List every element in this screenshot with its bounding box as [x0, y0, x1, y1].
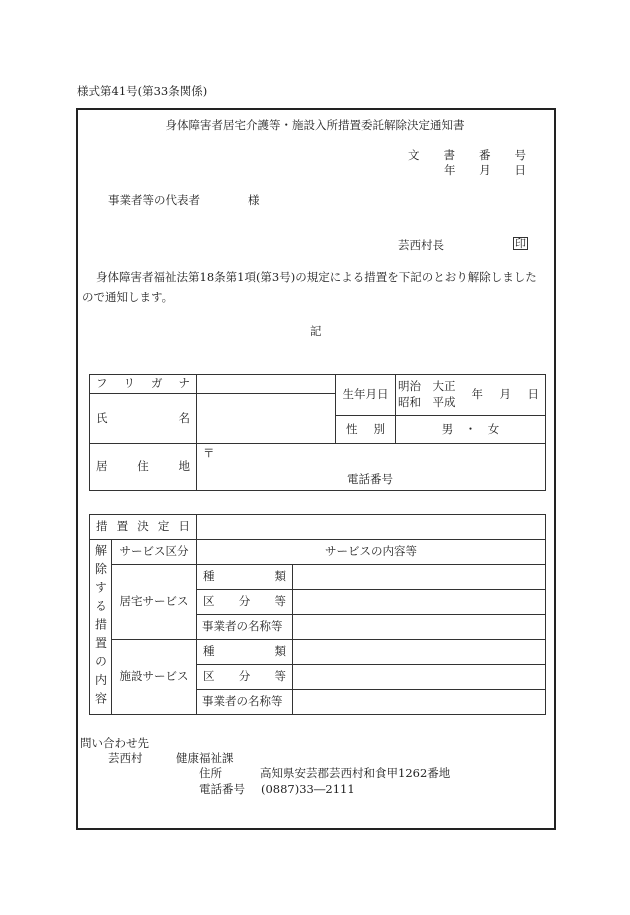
furigana-label: フ リ ガ ナ: [90, 375, 197, 394]
home-division-label: 区 分 等: [197, 590, 293, 615]
doc-number-char: 号: [514, 148, 526, 162]
contact-department: 健康福祉課: [176, 751, 234, 765]
document-title: 身体障害者居宅介護等・施設入所措置委託解除決定通知書: [165, 118, 465, 132]
era-options-1: 明治 大正: [398, 379, 456, 394]
era-options-2: 昭和 平成: [398, 395, 456, 409]
recipient: 事業者等の代表者: [108, 193, 200, 207]
birth-year: 年: [471, 387, 483, 402]
furigana-field[interactable]: [197, 375, 336, 394]
date-year: 年: [444, 163, 456, 177]
contact-address-label: 住所: [199, 766, 222, 780]
home-kind-field[interactable]: [293, 565, 546, 590]
issuer: 芸西村長: [398, 238, 444, 252]
birthdate-label: 生年月日: [336, 375, 396, 416]
address-field[interactable]: [197, 444, 546, 491]
form-number: 様式第41号(第33条関係): [77, 84, 208, 98]
birth-day: 日: [527, 387, 539, 402]
doc-number-char: 文: [408, 148, 420, 162]
contact-village: 芸西村: [108, 751, 143, 765]
contact-phone-label: 電話番号: [199, 782, 245, 796]
contact-address: 高知県安芸郡芸西村和食甲1262番地: [260, 766, 451, 780]
sex-options[interactable]: 男 ・ 女: [396, 416, 546, 444]
ki-heading: 記: [310, 324, 322, 338]
doc-number-char: 番: [479, 148, 491, 162]
phone-label: 電話番号: [347, 472, 393, 486]
side-label: 解除する措置の内容: [93, 543, 108, 711]
side-label-cell: [90, 540, 112, 715]
home-kind-label: 種 類: [197, 565, 293, 590]
contact-heading: 問い合わせ先: [80, 736, 149, 750]
date-day: 日: [514, 163, 526, 177]
body-text-line1: 身体障害者福祉法第18条第1項(第3号)の規定による措置を下記のとおり解除しました: [96, 270, 537, 284]
doc-number-char: 書: [443, 148, 455, 162]
measures-table: [89, 514, 546, 715]
facility-provider-field[interactable]: [293, 690, 546, 715]
birthdate-field[interactable]: [396, 375, 546, 416]
home-provider-label: 事業者の名称等: [197, 615, 293, 640]
address-label: 居 住 地: [90, 444, 197, 491]
name-field[interactable]: [197, 394, 336, 444]
name-label: 氏 名: [90, 394, 197, 444]
facility-provider-label: 事業者の名称等: [197, 690, 293, 715]
home-provider-field[interactable]: [293, 615, 546, 640]
honorific: 様: [248, 193, 260, 207]
home-division-field[interactable]: [293, 590, 546, 615]
personal-info-table: [89, 374, 546, 491]
date-month: 月: [479, 163, 491, 177]
postal-mark: 〒: [203, 446, 215, 460]
issue-date: [444, 165, 526, 177]
seal-mark: 印: [515, 237, 526, 250]
facility-division-label: 区 分 等: [197, 665, 293, 690]
body-text-line2: ので通知します。: [82, 290, 174, 304]
facility-kind-field[interactable]: [293, 640, 546, 665]
decision-date-field[interactable]: [197, 515, 546, 540]
home-service-label: 居宅サービス: [112, 565, 197, 640]
birth-month: 月: [499, 387, 511, 402]
service-category-header: サービス区分: [112, 540, 197, 565]
sex-label: 性 別: [336, 416, 396, 444]
facility-service-label: 施設サービス: [112, 640, 197, 715]
service-content-header: サービスの内容等: [197, 540, 546, 565]
decision-date-label: 措 置 決 定 日: [90, 515, 197, 540]
contact-phone: (0887)33―2111: [261, 782, 355, 796]
document-number: [408, 150, 526, 162]
facility-division-field[interactable]: [293, 665, 546, 690]
facility-kind-label: 種 類: [197, 640, 293, 665]
